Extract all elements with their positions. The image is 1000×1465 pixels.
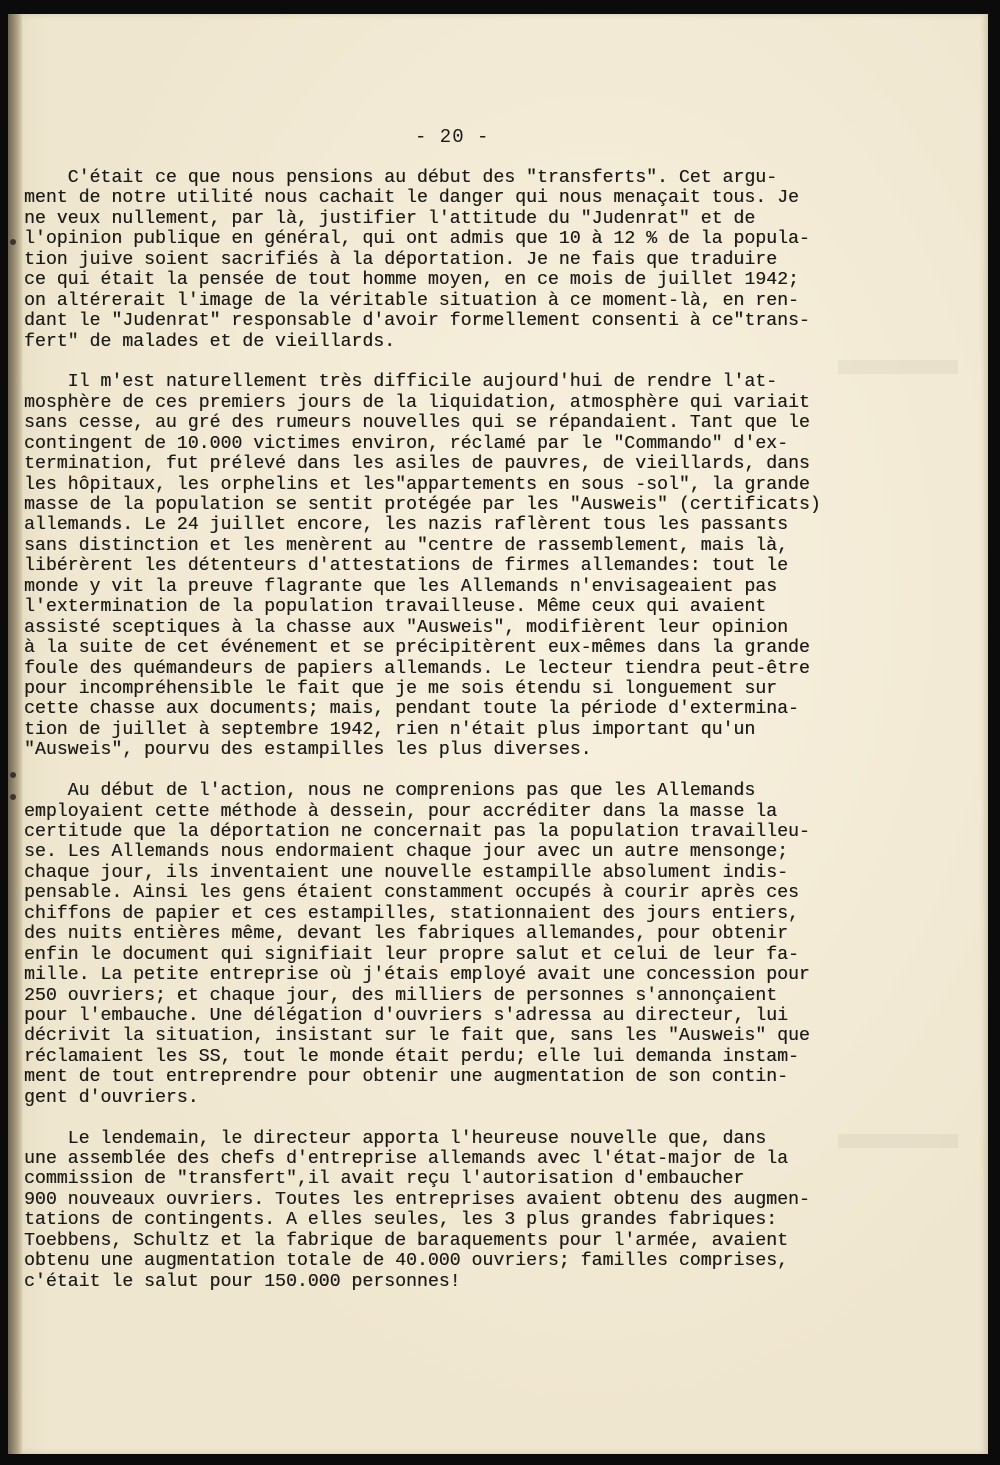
body-text — [24, 168, 974, 1313]
text-line: sans distinction et les menèrent au "centre de rassemblement, mais là, — [24, 535, 788, 556]
text-line: les hôpitaux, les orphelins et les"appartements en sous -sol", la grande — [24, 474, 810, 495]
text-line: ment de notre utilité nous cachait le danger qui nous menaçait tous. Je — [24, 188, 799, 209]
text-line: masse de la population se sentit protégée par les "Ausweis" (certificats) — [24, 495, 821, 515]
text-line: on altérerait l'image de la véritable situation à ce moment-là, en ren- — [24, 290, 799, 311]
text-line: Toebbens, Schultz et la fabrique de baraquements pour l'armée, avaient — [24, 1230, 788, 1251]
text-line: 900 nouveaux ouvriers. Toutes les entreprises avaient obtenu des augmen- — [24, 1189, 810, 1210]
text-line: dant le "Judenrat" responsable d'avoir formellement consenti à ce"trans- — [24, 311, 810, 332]
text-line: décrivit la situation, insistant sur le fait que, sans les "Ausweis" que — [24, 1026, 810, 1047]
text-line: réclamaient les SS, tout le monde était perdu; elle lui demanda instam- — [24, 1046, 799, 1067]
text-line: c'était le salut pour 150.000 personnes! — [24, 1271, 461, 1292]
text-line: tations de contingents. A elles seules, les 3 plus grandes fabriques: — [24, 1210, 778, 1231]
paragraph — [24, 781, 974, 1108]
text-line: l'opinion publique en général, qui ont admis que 10 à 12 % de la popula- — [24, 229, 810, 250]
paragraph — [24, 1129, 974, 1293]
text-line: termination, fut prélevé dans les asiles de pauvres, de vieillards, dans — [24, 454, 810, 475]
text-line: mille. La petite entreprise où j'étais employé avait une concession pour — [24, 965, 810, 986]
text-line: employaient cette méthode à dessein, pour accréditer dans la masse la — [24, 801, 778, 822]
text-line: se. Les Allemands nous endormaient chaque jour avec un autre mensonge; — [24, 842, 788, 863]
text-line: à la suite de cet événement et se précipitèrent eux-mêmes dans la grande — [24, 638, 810, 659]
text-line: l'extermination de la population travailleuse. Même ceux qui avaient — [24, 597, 767, 618]
binding-edge — [8, 14, 22, 1454]
text-line: Au début de l'action, nous ne comprenions pas que les Allemands — [24, 781, 756, 802]
text-line: "Ausweis", pourvu des estampilles les plus diverses. — [24, 740, 592, 761]
text-line: assisté sceptiques à la chasse aux "Ausweis", modifièrent leur opinion — [24, 617, 788, 638]
text-line: gent d'ouvriers. — [24, 1087, 199, 1108]
punch-hole-mark — [10, 794, 16, 800]
text-line: obtenu une augmentation totale de 40.000 ouvriers; familles comprises, — [24, 1251, 788, 1272]
text-line: pour l'embauche. Une délégation d'ouvriers s'adressa au directeur, lui — [24, 1005, 788, 1026]
text-line: ce qui était la pensée de tout homme moyen, en ce mois de juillet 1942; — [24, 270, 799, 291]
text-line: tion juive soient sacrifiés à la déportation. Je ne fais que traduire — [24, 249, 778, 270]
text-line: libérèrent les détenteurs d'attestations de firmes allemandes: tout le — [24, 556, 788, 577]
text-line: certitude que la déportation ne concernait pas la population travailleu- — [24, 822, 810, 842]
punch-hole-mark — [10, 239, 16, 245]
text-line: contingent de 10.000 victimes environ, réclamé par le "Commando" d'ex- — [24, 433, 788, 454]
text-line: fert" de malades et de vieillards. — [24, 331, 396, 352]
text-line: monde y vit la preuve flagrante que les Allemands n'envisageaient pas — [24, 576, 778, 597]
paragraph — [24, 168, 974, 352]
text-line: enfin le document qui signifiait leur propre salut et celui de leur fa- — [24, 944, 799, 965]
text-line: foule des quémandeurs de papiers allemands. Le lecteur tiendra peut-être — [24, 658, 810, 679]
text-line: Il m'est naturellement très difficile aujourd'hui de rendre l'at- — [24, 372, 778, 393]
text-line: pensable. Ainsi les gens étaient constamment occupés à courir après ces — [24, 883, 799, 904]
text-line: commission de "transfert",il avait reçu l'autorisation d'embaucher — [24, 1169, 745, 1190]
text-line: mosphère de ces premiers jours de la liquidation, atmosphère qui variait — [24, 392, 810, 413]
text-line: une assemblée des chefs d'entreprise allemands avec l'état-major de la — [24, 1149, 788, 1169]
text-line: ment de tout entreprendre pour obtenir une augmentation de son contin- — [24, 1067, 788, 1088]
text-line: chiffons de papier et ces estampilles, stationnaient des jours entiers, — [24, 903, 799, 924]
text-line: tion de juillet à septembre 1942, rien n'était plus important qu'un — [24, 719, 756, 740]
text-line: C'était ce que nous pensions au début des "transferts". Cet argu- — [24, 168, 778, 188]
text-line: cette chasse aux documents; mais, pendant toute la période d'extermina- — [24, 699, 799, 720]
text-line: ne veux nullement, par là, justifier l'attitude du "Judenrat" et de — [24, 208, 756, 229]
page-number: - 20 - — [415, 126, 490, 148]
text-line: allemands. Le 24 juillet encore, les nazis raflèrent tous les passants — [24, 515, 788, 536]
text-line: 250 ouvriers; et chaque jour, des milliers de personnes s'annonçaient — [24, 985, 778, 1006]
text-line: pour incompréhensible le fait que je me sois étendu si longuement sur — [24, 678, 778, 699]
text-line: des nuits entières même, devant les fabriques allemandes, pour obtenir — [24, 924, 788, 945]
text-line: Le lendemain, le directeur apporta l'heureuse nouvelle que, dans — [24, 1128, 767, 1149]
text-line: chaque jour, ils inventaient une nouvelle estampille absolument indis- — [24, 862, 788, 883]
punch-hole-mark — [10, 772, 16, 778]
paragraph — [24, 372, 974, 760]
text-line: sans cesse, au gré des rumeurs nouvelles qui se répandaient. Tant que le — [24, 413, 810, 434]
